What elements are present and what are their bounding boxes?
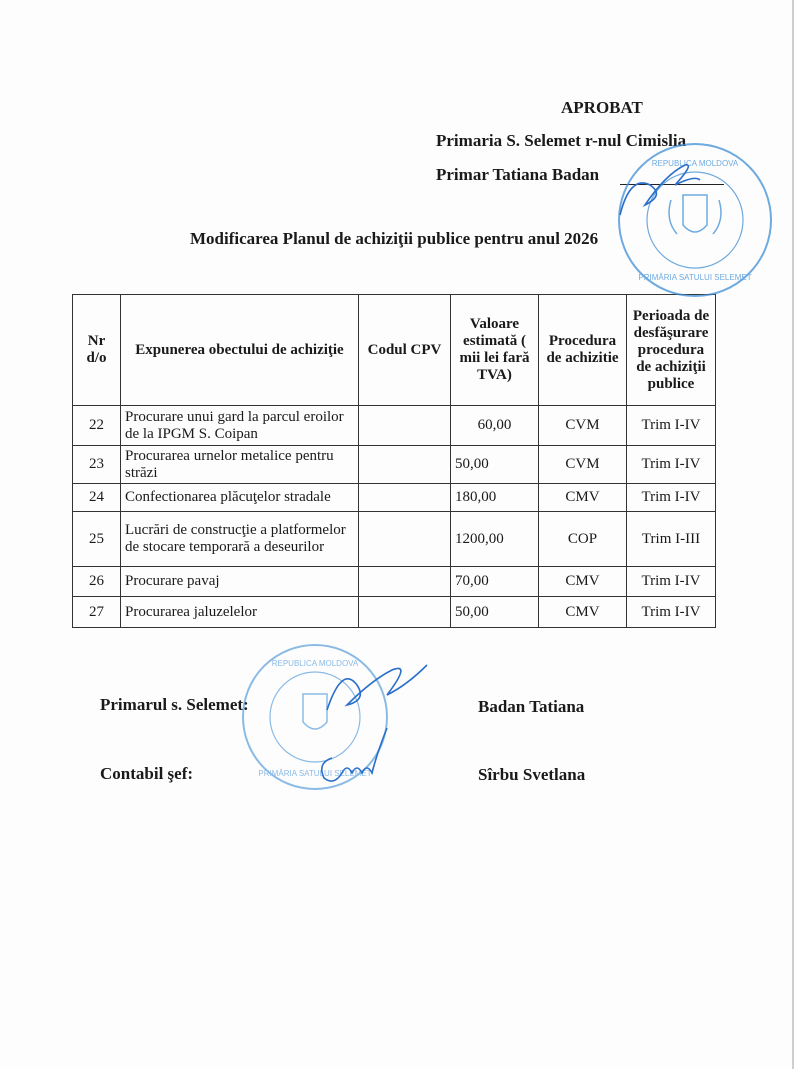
cell-procedure: CVM <box>539 406 627 446</box>
cell-period: Trim I-IV <box>627 406 716 446</box>
cell-procedure: CVM <box>539 446 627 484</box>
svg-text:REPUBLICA MOLDOVA: REPUBLICA MOLDOVA <box>651 159 739 168</box>
header-value: Valoare estimată ( mii lei fară TVA) <box>451 295 539 406</box>
cell-cpv <box>359 567 451 597</box>
header-cpv: Codul CPV <box>359 295 451 406</box>
cell-procedure: CMV <box>539 484 627 512</box>
cell-cpv <box>359 597 451 628</box>
cell-object: Procurarea urnelor metalice pentru străzi <box>121 446 359 484</box>
svg-text:PRIMĂRIA SATULUI SELEMET: PRIMĂRIA SATULUI SELEMET <box>638 273 752 282</box>
cell-period: Trim I-IV <box>627 446 716 484</box>
table-row <box>73 567 716 597</box>
cell-value: 50,00 <box>451 446 539 484</box>
mayor-name: Badan Tatiana <box>478 697 585 716</box>
table-header-row <box>73 295 716 406</box>
cell-nr: 23 <box>73 446 121 484</box>
header-procedure: Procedura de achizitie <box>539 295 627 406</box>
header-object: Expunerea obectului de achiziţie <box>121 295 359 406</box>
table-row <box>73 406 716 446</box>
mayor-role: Primarul s. Selemet: <box>100 695 249 714</box>
document-title: Modificarea Planul de achiziţii publice pentru anul 2026 <box>190 229 599 248</box>
cell-object: Lucrări de construcţie a platformelor de stocare temporară a deseurilor <box>121 512 359 567</box>
procurement-table <box>72 294 716 628</box>
signature-mayor-top <box>615 160 705 220</box>
cell-period: Trim I-IV <box>627 484 716 512</box>
cell-procedure: CMV <box>539 597 627 628</box>
cell-object: Procurarea jaluzelelor <box>121 597 359 628</box>
table-row <box>73 446 716 484</box>
cell-cpv <box>359 406 451 446</box>
table-row <box>73 597 716 628</box>
cell-cpv <box>359 512 451 567</box>
cell-value: 180,00 <box>451 484 539 512</box>
approval-signatory: Primar Tatiana Badan <box>436 165 600 184</box>
cell-cpv <box>359 484 451 512</box>
table-row <box>73 484 716 512</box>
header-nr: Nr d/o <box>73 295 121 406</box>
cell-nr: 26 <box>73 567 121 597</box>
cell-object: Confectionarea plăcuţelor stradale <box>121 484 359 512</box>
cell-nr: 24 <box>73 484 121 512</box>
cell-value: 1200,00 <box>451 512 539 567</box>
cell-period: Trim I-IV <box>627 567 716 597</box>
cell-object: Procurare pavaj <box>121 567 359 597</box>
cell-nr: 22 <box>73 406 121 446</box>
cell-value: 60,00 <box>451 406 539 446</box>
accountant-name: Sîrbu Svetlana <box>478 765 586 784</box>
signature-mayor <box>322 660 432 720</box>
cell-value: 70,00 <box>451 567 539 597</box>
svg-text:REPUBLICA MOLDOVA: REPUBLICA MOLDOVA <box>271 659 359 668</box>
header-period: Perioada de desfăşurare procedura de achiziţii publice <box>627 295 716 406</box>
cell-nr: 25 <box>73 512 121 567</box>
cell-value: 50,00 <box>451 597 539 628</box>
table-row <box>73 512 716 567</box>
cell-object: Procurare unui gard la parcul eroilor de la IPGM S. Coipan <box>121 406 359 446</box>
approval-title: APROBAT <box>561 98 643 117</box>
approval-institution: Primaria S. Selemet r-nul Cimislia <box>436 131 687 150</box>
cell-procedure: CMV <box>539 567 627 597</box>
accountant-role: Contabil şef: <box>100 764 194 783</box>
cell-nr: 27 <box>73 597 121 628</box>
signature-accountant <box>312 728 402 788</box>
cell-procedure: COP <box>539 512 627 567</box>
cell-period: Trim I-IV <box>627 597 716 628</box>
cell-cpv <box>359 446 451 484</box>
cell-period: Trim I-III <box>627 512 716 567</box>
svg-text:PRIMĂRIA SATULUI SELEMET: PRIMĂRIA SATULUI SELEMET <box>258 769 372 778</box>
